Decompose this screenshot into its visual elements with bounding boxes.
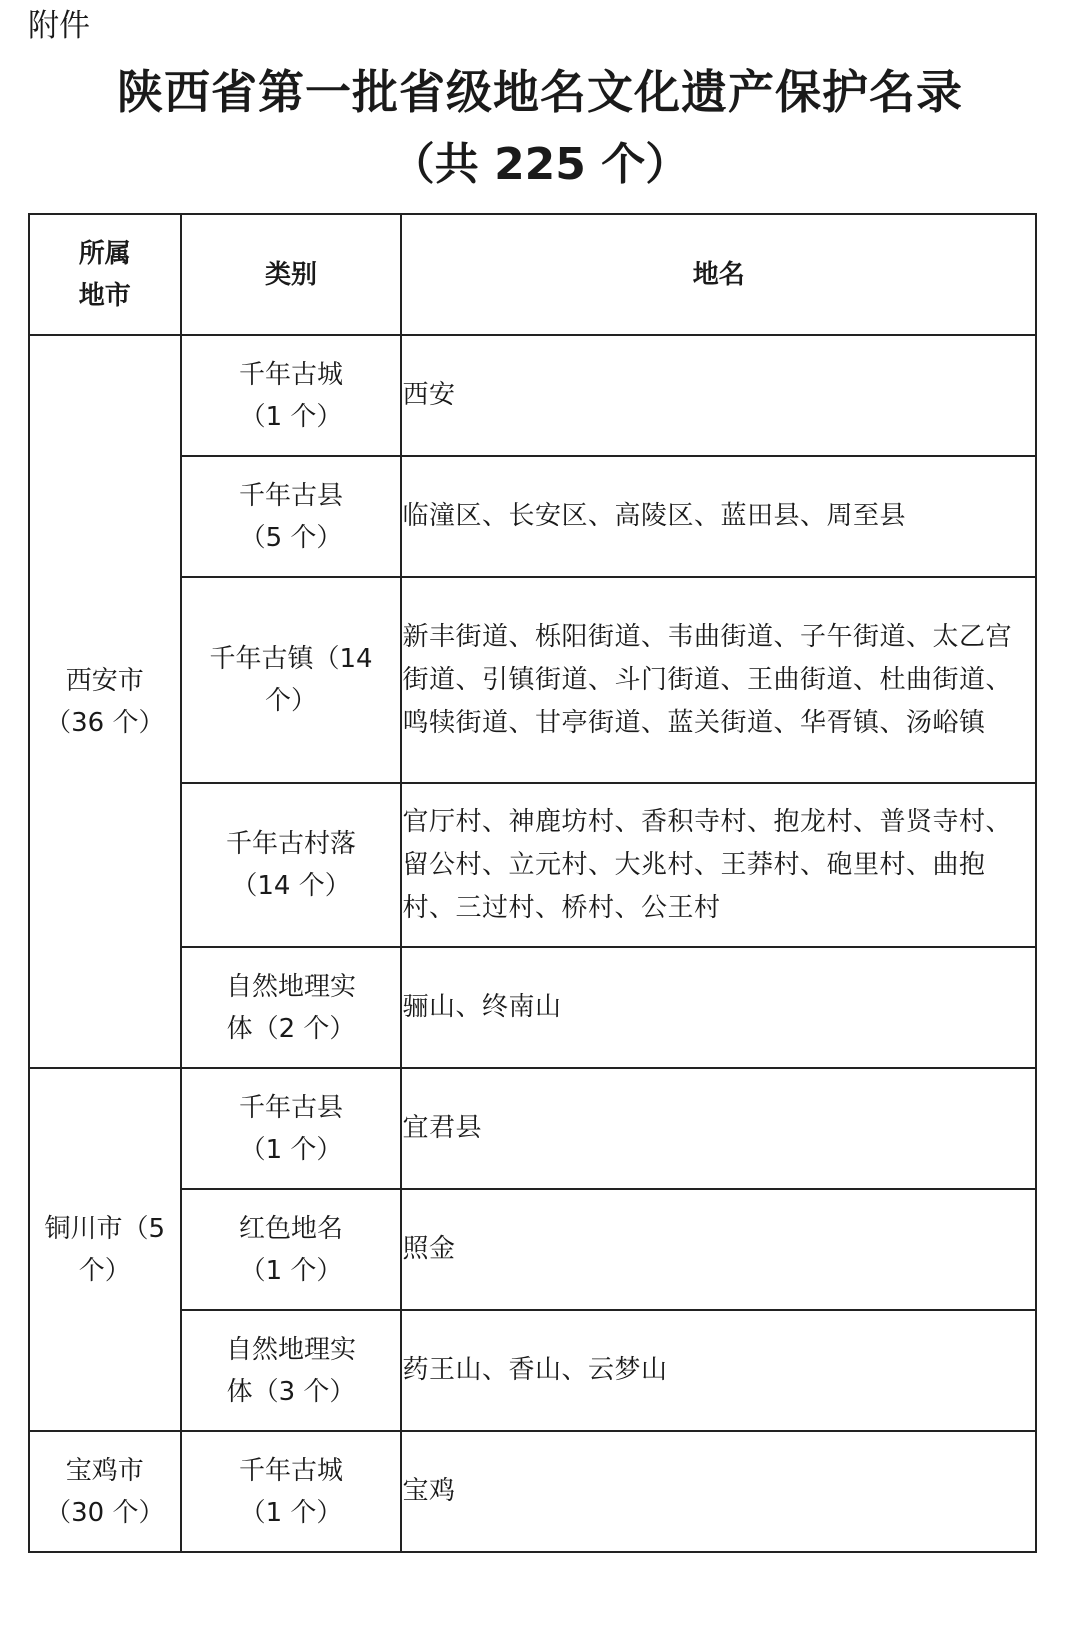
table-row: [29, 335, 1036, 456]
table-row: [29, 577, 1036, 783]
category-cell: 自然地理实体（2 个）: [181, 947, 402, 1068]
names-cell: 骊山、终南山: [401, 947, 1036, 1068]
names-cell: 西安: [401, 335, 1036, 456]
table-row: [29, 456, 1036, 577]
document-subtitle: （共 225 个）: [390, 139, 690, 190]
city-cell-baoji: 宝鸡市（30 个）: [29, 1431, 181, 1552]
names-cell: 宝鸡: [401, 1431, 1036, 1552]
category-cell: 千年古城（1 个）: [181, 335, 402, 456]
names-cell: 药王山、香山、云梦山: [401, 1310, 1036, 1431]
table-row: [29, 1310, 1036, 1431]
heritage-list-table: [28, 213, 1037, 1553]
category-cell: 自然地理实体（3 个）: [181, 1310, 402, 1431]
document-title: 陕西省第一批省级地名文化遗产保护名录: [117, 65, 963, 119]
table-row: [29, 1068, 1036, 1189]
city-cell-xian: 西安市（36 个）: [29, 335, 181, 1068]
table-row: [29, 1189, 1036, 1310]
names-cell: 照金: [401, 1189, 1036, 1310]
category-cell: 千年古城（1 个）: [181, 1431, 402, 1552]
names-cell: 官厅村、神鹿坊村、香积寺村、抱龙村、普贤寺村、留公村、立元村、大兆村、王莽村、砲里村、曲抱村、三过村、桥村、公王村: [401, 783, 1036, 947]
table-row: [29, 1431, 1036, 1552]
table-header-row: [29, 214, 1036, 335]
category-cell: 千年古镇（14 个）: [181, 577, 402, 783]
category-cell: 红色地名（1 个）: [181, 1189, 402, 1310]
names-cell: 宜君县: [401, 1068, 1036, 1189]
column-header-category: 类别: [181, 214, 402, 335]
category-cell: 千年古县（1 个）: [181, 1068, 402, 1189]
column-header-names: 地名: [401, 214, 1036, 335]
city-cell-tongchuan: 铜川市（5 个）: [29, 1068, 181, 1431]
category-cell: 千年古县（5 个）: [181, 456, 402, 577]
table-row: [29, 947, 1036, 1068]
names-cell: 临潼区、长安区、高陵区、蓝田县、周至县: [401, 456, 1036, 577]
table-row: [29, 783, 1036, 947]
names-cell: 新丰街道、栎阳街道、韦曲街道、子午街道、太乙宫街道、引镇街道、斗门街道、王曲街道、杜曲街道、鸣犊街道、甘亭街道、蓝关街道、华胥镇、汤峪镇: [401, 577, 1036, 783]
column-header-city: 所属地市: [29, 214, 181, 335]
category-cell: 千年古村落（14 个）: [181, 783, 402, 947]
attachment-label: 附件: [28, 8, 90, 44]
